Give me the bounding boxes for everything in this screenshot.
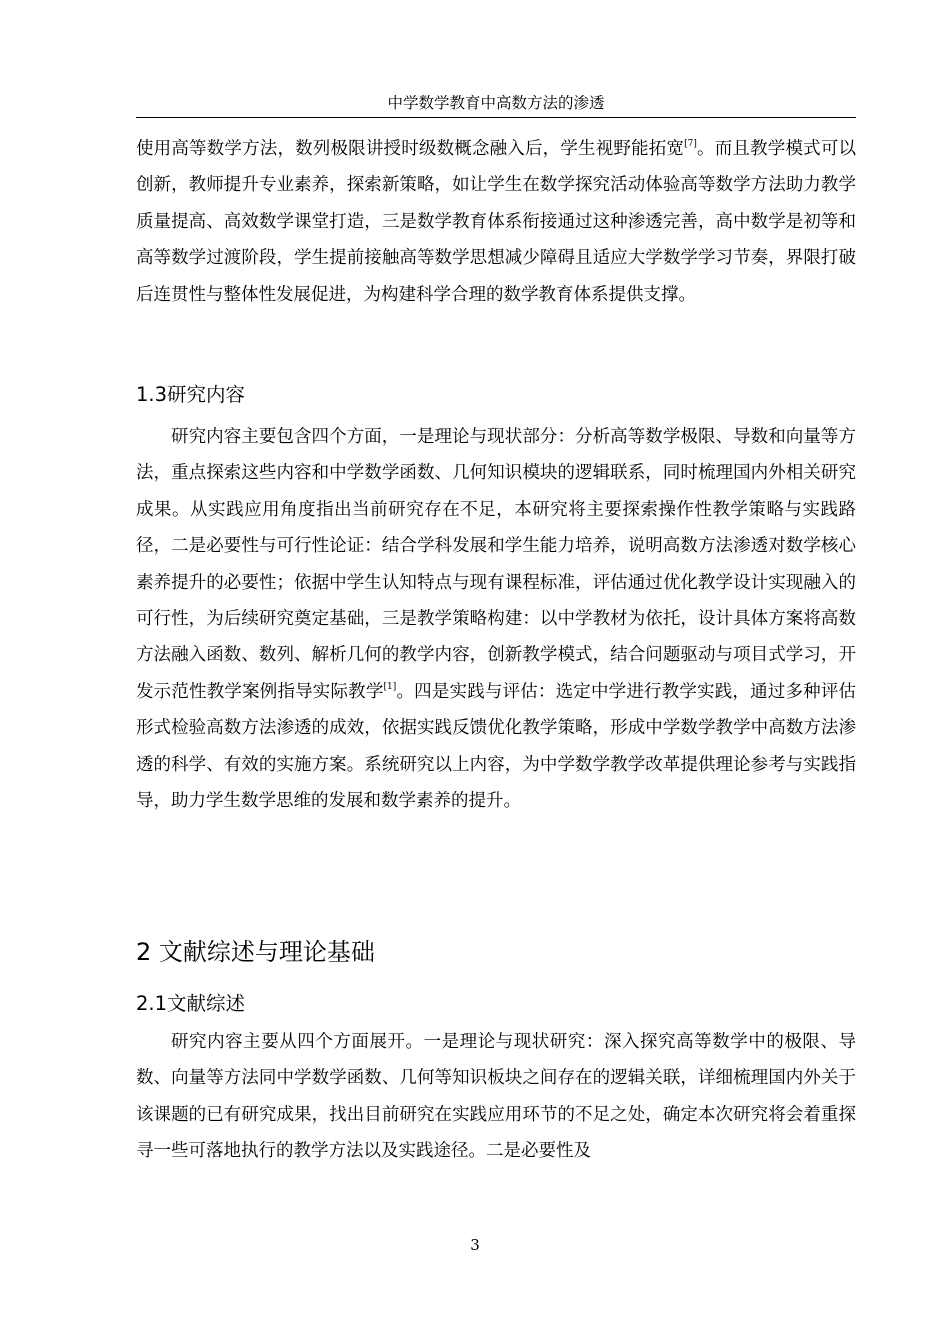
paragraph-continued xyxy=(136,131,856,313)
citation-ref: [7] xyxy=(684,139,697,149)
paragraph-text: 。而且教学模式可以创新，教师提升专业素养，探索新策略，如让学生在数学探究活动体验高等数学方法助力教学质量提高、高效数学课堂打造，三是数学教育体系衔接通过这种渗透完善，高中数学是初等和高等数学过渡阶段，学生提前接触高等数学思想减少障碍且适应大学数学学习节奏，界限打破后连贯性与整体性发展促进，为构建科学合理的数学教育体系提供支撑。 xyxy=(136,139,857,305)
running-header: 中学数学教育中高数方法的渗透 xyxy=(387,94,605,112)
page-number: 3 xyxy=(470,1236,480,1254)
paragraph-text: 研究内容主要包含四个方面，一是理论与现状部分：分析高等数学极限、导数和向量等方法，重点探索这些内容和中学数学函数、几何知识模块的逻辑联系，同时梳理国内外相关研究成果。从实践应用角度指出当前研究存在不足，本研究将主要探索操作性教学策略与实践路径，二是必要性与可行性论证：结合学科发展和学生能力培养，说明高数方法渗透对数学核心素养提升的必要性；依据中学生认知特点与现有课程标准，评估通过优化教学设计实现融入的可行性，为后续研究奠定基础，三是教学策略构建：以中学教材为依托，设计具体方案将高数方法融入函数、数列、解析几何的教学内容，创新教学模式，结合问题驱动与项目式学习，开发示范性教学案例指导实际教学 xyxy=(136,427,856,702)
chapter-heading-2: 2 文献综述与理论基础 xyxy=(136,938,375,966)
paragraph-text: 使用高等数学方法，数列极限讲授时级数概念融入后，学生视野能拓宽 xyxy=(136,139,685,159)
header-rule xyxy=(136,117,856,118)
section-heading-1-3: 1.3研究内容 xyxy=(136,383,246,406)
paragraph-literature-review: 研究内容主要从四个方面展开。一是理论与现状研究：深入探究高等数学中的极限、导数、向量等方法同中学数学函数、几何等知识板块之间存在的逻辑关联，详细梳理国内外关于该课题的已有研究成果，找出目前研究在实践应用环节的不足之处，确定本次研究将会着重探寻一些可落地执行的教学方法以及实践途径。二是必要性及 xyxy=(136,1032,856,1162)
paragraph-text: 。四是实践与评估：选定中学进行教学实践，通过多种评估形式检验高数方法渗透的成效，依据实践反馈优化教学策略，形成中学数学教学中高数方法渗透的科学、有效的实施方案。系统研究以上内容，为中学数学教学改革提供理论参考与实践指导，助力学生数学思维的发展和数学素养的提升。 xyxy=(136,681,857,812)
section-heading-2-1: 2.1文献综述 xyxy=(136,992,246,1015)
citation-ref: [1] xyxy=(383,681,397,692)
paragraph-research-content xyxy=(136,419,856,819)
